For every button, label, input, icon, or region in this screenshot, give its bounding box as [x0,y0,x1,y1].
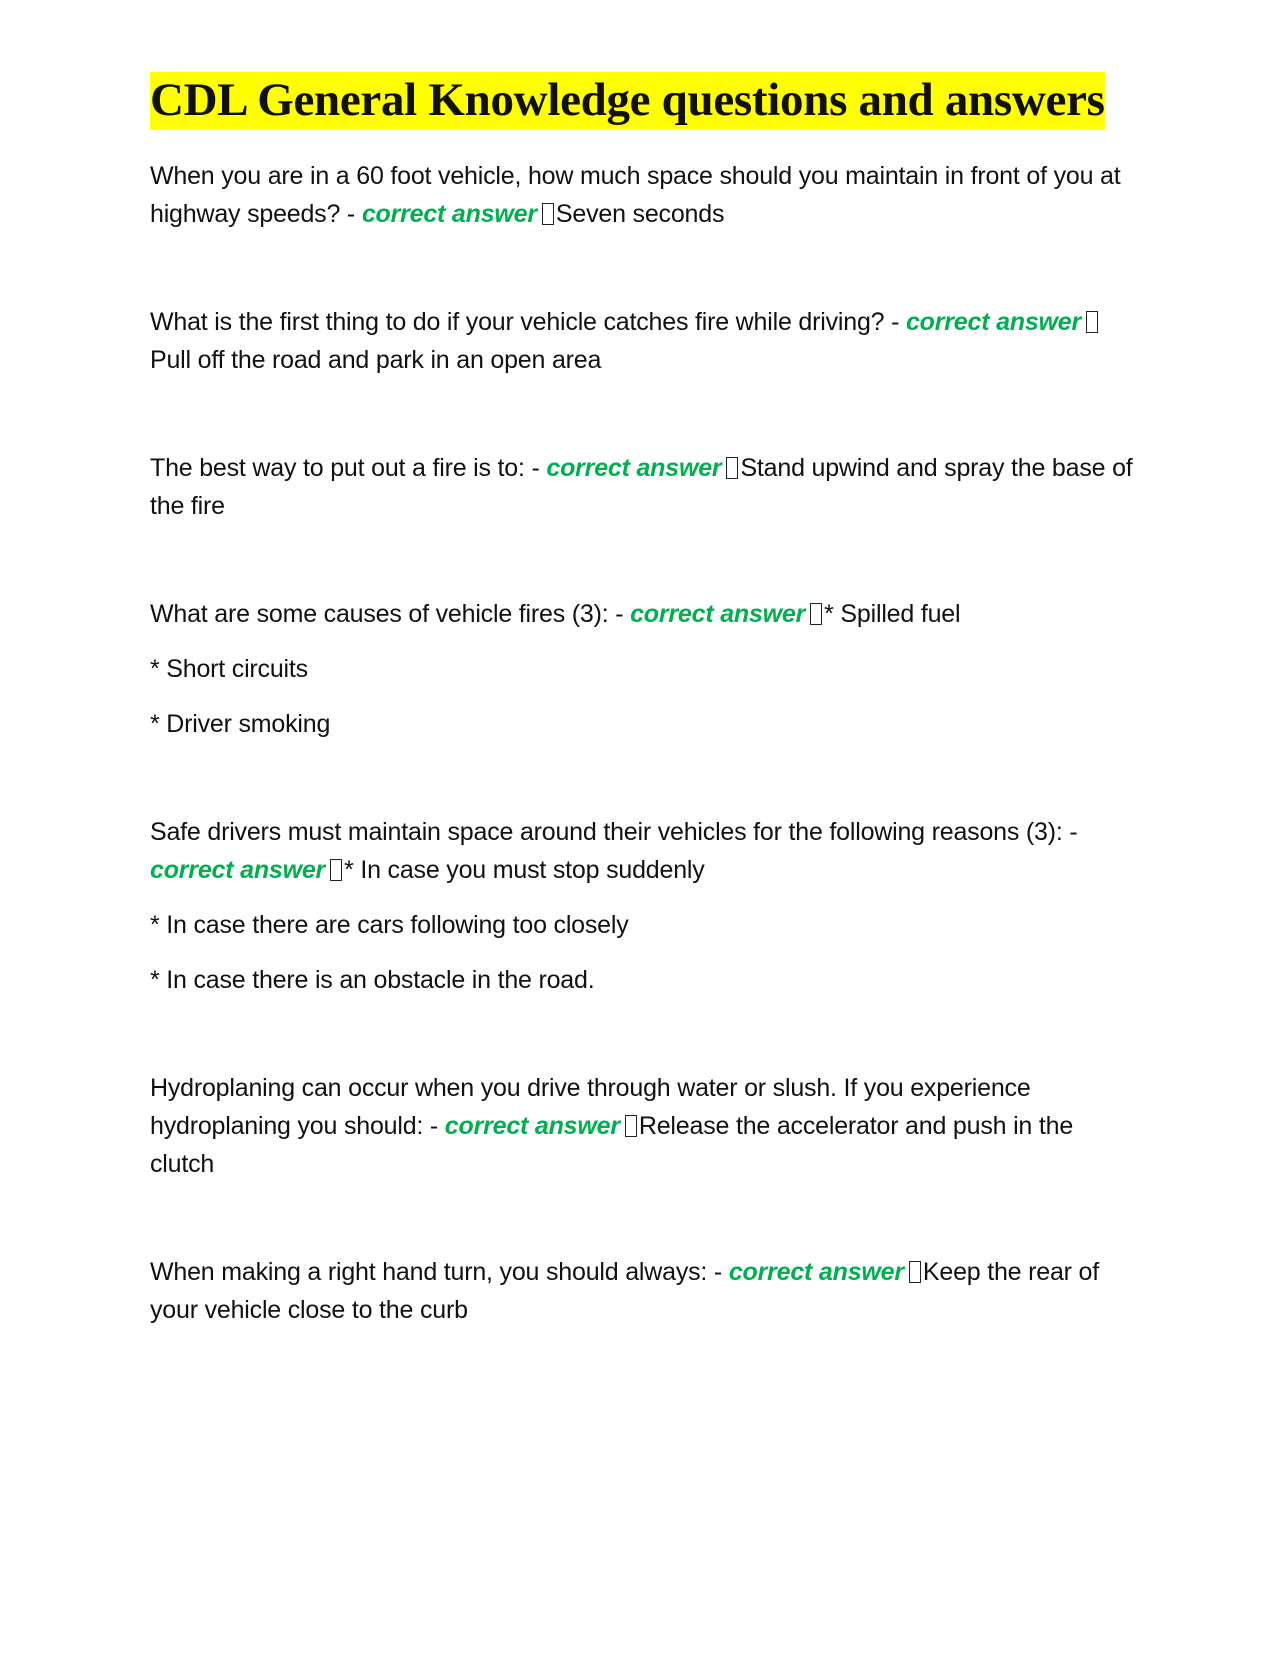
question-text: When making a right hand turn, you should always: - [150,1258,729,1286]
answer-text: Pull off the road and park in an open area [150,346,602,374]
correct-answer-label: correct answer [728,1258,904,1286]
qa-item [150,1253,1140,1329]
answer-text: * In case you must stop suddenly [344,856,705,884]
missing-glyph-icon [625,1115,637,1137]
correct-answer-label: correct answer [444,1112,620,1140]
missing-glyph-icon [810,603,822,625]
answer-text: Keep the rear of your vehicle close to the curb [150,1258,1099,1324]
qa-question-paragraph [150,595,1140,633]
qa-item [150,1069,1140,1183]
qa-question-paragraph [150,813,1140,889]
qa-item [150,813,1140,999]
answer-text: Seven seconds [555,200,725,228]
question-text: What is the first thing to do if your vehicle catches fire while driving? - [150,308,906,336]
question-text: The best way to put out a fire is to: - [150,454,547,482]
missing-glyph-icon [726,457,738,479]
correct-answer-label: correct answer [630,600,806,628]
qa-question-paragraph [150,303,1140,379]
title-highlight: CDL General Knowledge questions and answers [150,72,1105,130]
answer-list-item: * Driver smoking [150,710,331,738]
answer-text: Release the accelerator and push in the clutch [150,1112,1074,1178]
qa-item [150,595,1140,743]
answer-text: * Spilled fuel [824,600,961,628]
document-page [150,72,1140,1329]
answer-text: Stand upwind and spray the base of the fire [150,454,1133,520]
qa-item [150,449,1140,525]
correct-answer-label: correct answer [150,856,326,884]
missing-glyph-icon [909,1261,921,1283]
answer-list-item: * Short circuits [150,655,308,683]
correct-answer-label: correct answer [905,308,1082,336]
correct-answer-label: correct answer [361,200,537,228]
missing-glyph-icon [1086,311,1098,333]
qa-list [150,157,1140,1329]
qa-question-paragraph [150,157,1140,233]
qa-question-paragraph [150,1253,1140,1329]
qa-question-paragraph [150,449,1140,525]
answer-list-item: * In case there is an obstacle in the road. [150,966,595,994]
document-title [150,72,1140,129]
qa-question-paragraph [150,1069,1140,1183]
correct-answer-label: correct answer [546,454,722,482]
answer-list-item: * In case there are cars following too closely [150,911,629,939]
missing-glyph-icon [542,203,554,225]
missing-glyph-icon [330,859,342,881]
question-text: Safe drivers must maintain space around their vehicles for the following reasons (3): - [150,818,1078,846]
question-text: When you are in a 60 foot vehicle, how much space should you maintain in front of you at highway speeds? - [150,162,1121,228]
question-text: Hydroplaning can occur when you drive through water or slush. If you experience hydroplaning you should: - [150,1074,1031,1140]
question-text: What are some causes of vehicle fires (3): - [150,600,631,628]
qa-item [150,303,1140,379]
qa-item [150,157,1140,233]
